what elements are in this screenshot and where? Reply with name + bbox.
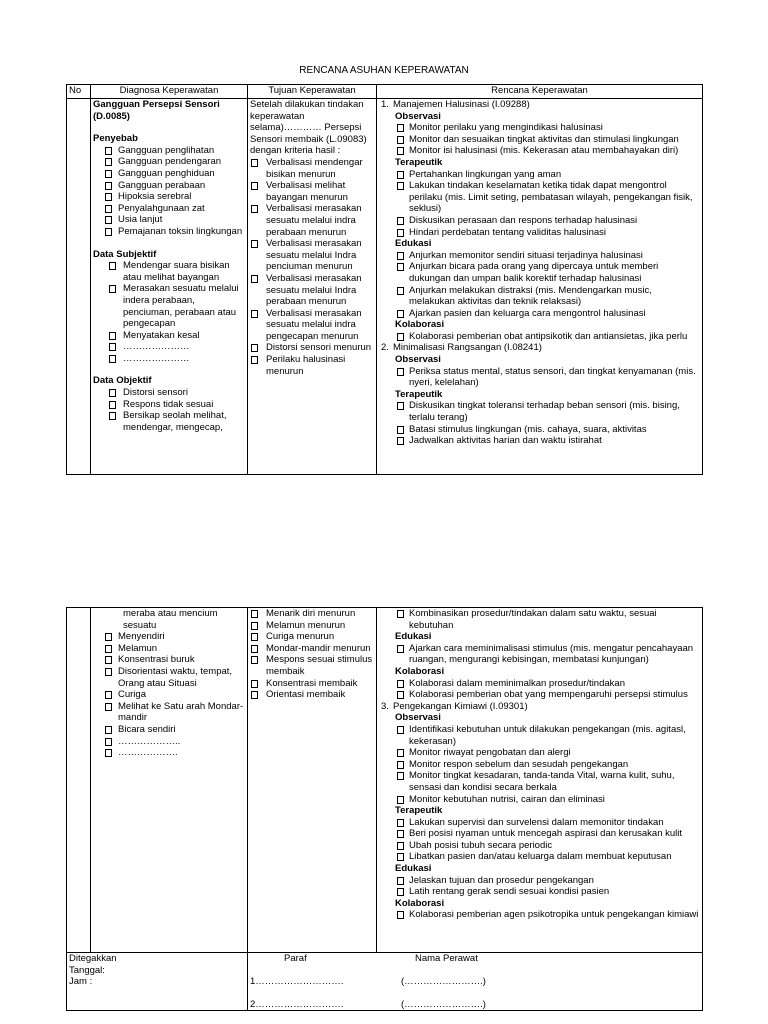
- penyebab-list: [93, 145, 245, 238]
- checkbox-icon: [397, 645, 404, 653]
- list-item: …………………: [93, 353, 245, 365]
- edukasi-label: Edukasi: [395, 631, 432, 643]
- checkbox-icon: [105, 216, 112, 224]
- checkbox-icon: [109, 401, 116, 409]
- checkbox-icon: [251, 645, 258, 653]
- list-item: Diskusikan perasaan dan respons terhadap halusinasi: [379, 215, 700, 227]
- nama-perawat-label: Nama Perawat: [415, 953, 478, 964]
- list-item: Bersikap seolah melihat, mendengar, mengecap,: [93, 410, 245, 433]
- checkbox-icon: [397, 877, 404, 885]
- list-item: Usia lanjut: [93, 214, 245, 226]
- list-item: Monitor respon sebelum dan sesudah pengekangan: [379, 759, 700, 771]
- checkbox-icon: [105, 633, 112, 641]
- edukasi-list: [379, 875, 700, 898]
- list-item: Libatkan pasien dan/atau keluarga dalam membuat keputusan: [379, 851, 700, 863]
- ditegakkan-label: Ditegakkan: [69, 953, 117, 964]
- checkbox-icon: [397, 772, 404, 780]
- rencana-cell: [377, 99, 703, 475]
- list-item: Diskusikan tingkat toleransi terhadap beban sensori (mis. bising, terlalu terang): [379, 400, 700, 423]
- list-item: Ajarkan cara meminimalisasi stimulus (mis. mengatur pencahayaan ruangan, mengurangi kebisingan, membatasi kunjungan): [379, 643, 700, 666]
- table-row: [67, 99, 703, 475]
- penyebab-label: Penyebab: [93, 133, 138, 145]
- list-item: Pemajanan toksin lingkungan: [93, 226, 245, 238]
- observasi-label: Observasi: [395, 110, 441, 122]
- checkbox-icon: [397, 888, 404, 896]
- observasi-list: [379, 122, 700, 157]
- table-row: [67, 608, 703, 953]
- kolaborasi-label: Kolaborasi: [395, 897, 445, 909]
- list-item: Konsentrasi buruk: [93, 654, 245, 666]
- diagnosis-title: Gangguan Persepsi Sensori (D.0085): [93, 99, 220, 122]
- kriteria-list: [250, 157, 374, 377]
- checkbox-icon: [105, 193, 112, 201]
- list-item: Mondar-mandir menurun: [250, 643, 374, 655]
- checkbox-icon: [397, 217, 404, 225]
- edukasi-label: Edukasi: [395, 863, 432, 875]
- checkbox-icon: [397, 426, 404, 434]
- checkbox-icon: [109, 285, 116, 293]
- checkbox-icon: [397, 333, 404, 341]
- list-item: Konsentrasi membaik: [250, 678, 374, 690]
- list-item: Gangguan penghiduan: [93, 168, 245, 180]
- diagnosa-cell: [91, 99, 248, 475]
- observasi-list: [379, 724, 700, 805]
- checkbox-icon: [251, 344, 258, 352]
- list-item: ……………….: [93, 747, 245, 759]
- tanggal-label: Tanggal:: [69, 964, 105, 976]
- signature-line-1: 1……………………….: [250, 976, 344, 987]
- kolaborasi-list: [379, 331, 700, 343]
- list-item: Lakukan tindakan keselamatan ketika tidak dapat mengontrol perilaku (mis. Limit seting, pembatasan wilayah, pengekangan fisik, seklusi): [379, 180, 700, 215]
- checkbox-icon: [105, 656, 112, 664]
- checkbox-icon: [105, 703, 112, 711]
- checkbox-icon: [251, 310, 258, 318]
- objektif-list-continued: [93, 631, 245, 759]
- intervention-heading: 1. Manajemen Halusinasi (I.09288): [381, 99, 530, 110]
- checkbox-icon: [251, 622, 258, 630]
- checkbox-icon: [397, 171, 404, 179]
- list-item: Kolaborasi pemberian obat yang mempengaruhi persepsi stimulus: [379, 689, 700, 701]
- checkbox-icon: [397, 749, 404, 757]
- list-item: Melamun menurun: [250, 620, 374, 632]
- checkbox-icon: [105, 182, 112, 190]
- terapeutik-list-continued: [379, 608, 700, 631]
- checkbox-icon: [397, 853, 404, 861]
- edukasi-list: [379, 250, 700, 320]
- checkbox-icon: [397, 136, 404, 144]
- list-item: Gangguan penglihatan: [93, 145, 245, 157]
- checkbox-icon: [251, 691, 258, 699]
- kolaborasi-list: [379, 909, 700, 921]
- checkbox-icon: [397, 229, 404, 237]
- checkbox-icon: [397, 610, 404, 618]
- list-item: Hindari perdebatan tentang validitas halusinasi: [379, 227, 700, 239]
- list-item: Menarik diri menurun: [250, 608, 374, 620]
- list-item: Mendengar suara bisikan atau melihat bayangan: [93, 260, 245, 283]
- checkbox-icon: [397, 437, 404, 445]
- checkbox-icon: [109, 332, 116, 340]
- list-item: Jelaskan tujuan dan prosedur pengekangan: [379, 875, 700, 887]
- checkbox-icon: [105, 158, 112, 166]
- list-item: Anjurkan bicara pada orang yang dipercaya untuk memberi dukungan dan umpan balik korektif terhadap halusinasi: [379, 261, 700, 284]
- observasi-label: Observasi: [395, 712, 441, 724]
- list-item: Beri posisi nyaman untuk mencegah aspirasi dan kerusakan kulit: [379, 828, 700, 840]
- observasi-list: [379, 366, 700, 389]
- list-item: Bicara sendiri: [93, 724, 245, 736]
- checkbox-icon: [109, 389, 116, 397]
- list-item: Disorientasi waktu, tempat, Orang atau Situasi: [93, 666, 245, 689]
- header-diagnosa: Diagnosa Keperawatan: [91, 85, 248, 99]
- no-cell: [67, 99, 91, 475]
- signature-line-2: 2……………………….: [250, 999, 344, 1010]
- list-item: Curiga: [93, 689, 245, 701]
- checkbox-icon: [397, 680, 404, 688]
- list-item: Mespons sesuai stimulus membaik: [250, 654, 374, 677]
- checkbox-icon: [397, 911, 404, 919]
- list-item: Lakukan supervisi dan survelensi dalam memonitor tindakan: [379, 817, 700, 829]
- list-item: Monitor perilaku yang mengindikasi halusinasi: [379, 122, 700, 134]
- checkbox-icon: [251, 240, 258, 248]
- list-item: Verbalisasi mendengar bisikan menurun: [250, 157, 374, 180]
- list-item: Anjurkan memonitor sendiri situasi terjadinya halusinasi: [379, 250, 700, 262]
- list-item: Latih rentang gerak sendi sesuai kondisi pasien: [379, 886, 700, 898]
- edukasi-list: [379, 643, 700, 666]
- name-line-2: (…………………….): [401, 999, 486, 1010]
- rencana-cell: [377, 608, 703, 953]
- checkbox-icon: [251, 182, 258, 190]
- document-title: RENCANA ASUHAN KEPERAWATAN: [299, 65, 469, 76]
- list-item: Orientasi membaik: [250, 689, 374, 701]
- diagnosa-cell: [91, 608, 248, 953]
- list-item: Verbalisasi merasakan sesuatu melalui indra pengecapan menurun: [250, 308, 374, 343]
- checkbox-icon: [251, 356, 258, 364]
- kolaborasi-label: Kolaborasi: [395, 319, 445, 331]
- objektif-list: [93, 387, 245, 433]
- terapeutik-label: Terapeutik: [395, 805, 443, 817]
- signature-cell: [248, 953, 703, 1011]
- no-cell: [67, 608, 91, 953]
- checkbox-icon: [397, 252, 404, 260]
- list-item: Merasakan sesuatu melalui indera perabaan, penciuman, perabaan atau pengecapan: [93, 283, 245, 329]
- checkbox-icon: [251, 633, 258, 641]
- list-item: …………………: [93, 341, 245, 353]
- list-item: Ubah posisi tubuh secara periodic: [379, 840, 700, 852]
- checkbox-icon: [397, 287, 404, 295]
- checkbox-icon: [397, 182, 404, 190]
- list-item: Distorsi sensori menurun: [250, 342, 374, 354]
- checkbox-icon: [397, 124, 404, 132]
- checkbox-icon: [105, 147, 112, 155]
- list-item: Kombinasikan prosedur/tindakan dalam satu waktu, sesuai kebutuhan: [379, 608, 700, 631]
- checkbox-icon: [251, 275, 258, 283]
- checkbox-icon: [397, 310, 404, 318]
- list-item: Respons tidak sesuai: [93, 399, 245, 411]
- list-item: Ajarkan pasien dan keluarga cara mengontrol halusinasi: [379, 308, 700, 320]
- list-item: Gangguan perabaan: [93, 180, 245, 192]
- header-no: No: [67, 85, 91, 99]
- kolaborasi-list: [379, 678, 700, 701]
- list-item: Batasi stimulus lingkungan (mis. cahaya, suara, aktivitas: [379, 424, 700, 436]
- checkbox-icon: [105, 691, 112, 699]
- checkbox-icon: [251, 610, 258, 618]
- list-item: Menyatakan kesal: [93, 330, 245, 342]
- checkbox-icon: [105, 668, 112, 676]
- checkbox-icon: [397, 819, 404, 827]
- jam-label: Jam :: [69, 976, 93, 988]
- list-item: Melamun: [93, 643, 245, 655]
- checkbox-icon: [109, 355, 116, 363]
- checkbox-icon: [397, 368, 404, 376]
- tujuan-intro: Setelah dilakukan tindakan keperawatan selama)………… Persepsi Sensori membaik (L.09083) dengan kriteria hasil :: [250, 99, 367, 157]
- checkbox-icon: [251, 159, 258, 167]
- checkbox-icon: [105, 738, 112, 746]
- checkbox-icon: [105, 228, 112, 236]
- terapeutik-label: Terapeutik: [395, 156, 443, 168]
- list-item: Menyendiri: [93, 631, 245, 643]
- list-item: Curiga menurun: [250, 631, 374, 643]
- checkbox-icon: [397, 691, 404, 699]
- checkbox-icon: [105, 205, 112, 213]
- checkbox-icon: [105, 726, 112, 734]
- list-item: Anjurkan melakukan distraksi (mis. Mendengarkan music, melakukan aktivitas dan teknik relaksasi): [379, 285, 700, 308]
- list-item: Kolaborasi pemberian agen psikotropika untuk pengekangan kimiawi: [379, 909, 700, 921]
- tujuan-cell: [248, 608, 377, 953]
- observasi-label: Observasi: [395, 354, 441, 366]
- list-item: Gangguan pendengaran: [93, 156, 245, 168]
- header-rencana: Rencana Keperawatan: [377, 85, 703, 99]
- list-item: Pertahankan lingkungan yang aman: [379, 169, 700, 181]
- list-item: Identifikasi kebutuhan untuk dilakukan pengekangan (mis. agitasl, kekerasan): [379, 724, 700, 747]
- list-item: Verbalisasi merasakan sesuatu melalui Indra penciuman menurun: [250, 238, 374, 273]
- intervention-heading: 2. Minimalisasi Rangsangan (I.08241): [381, 342, 542, 354]
- list-item: Monitor isi halusinasi (mis. Kekerasan atau membahayakan diri): [379, 145, 700, 157]
- list-item: Melihat ke Satu arah Mondar-mandir: [93, 701, 245, 724]
- checkbox-icon: [105, 749, 112, 757]
- ditegakkan-cell: [67, 953, 248, 1011]
- kolaborasi-label: Kolaborasi: [395, 665, 445, 677]
- subjektif-list: [93, 260, 245, 364]
- checkbox-icon: [251, 656, 258, 664]
- list-item: Kolaborasi dalam meminimalkan prosedur/tindakan: [379, 678, 700, 690]
- kriteria-list-continued: [250, 608, 374, 701]
- checkbox-icon: [397, 402, 404, 410]
- signature-row: [67, 953, 703, 1011]
- checkbox-icon: [105, 645, 112, 653]
- terapeutik-list: [379, 169, 700, 239]
- list-item: Jadwalkan aktivitas harian dan waktu istirahat: [379, 435, 700, 447]
- checkbox-icon: [397, 147, 404, 155]
- list-item: Hipoksia serebral: [93, 191, 245, 203]
- continued-text: meraba atau mencium sesuatu: [123, 608, 218, 631]
- header-tujuan: Tujuan Keperawatan: [248, 85, 377, 99]
- terapeutik-label: Terapeutik: [395, 388, 443, 400]
- list-item: Kolaborasi pemberian obat antipsikotik dan antiansietas, jika perlu: [379, 331, 700, 343]
- care-plan-table-page1: [66, 84, 703, 475]
- table-header-row: [67, 85, 703, 99]
- checkbox-icon: [109, 412, 116, 420]
- subjektif-label: Data Subjektif: [93, 248, 157, 260]
- checkbox-icon: [397, 761, 404, 769]
- list-item: Monitor riwayat pengobatan dan alergi: [379, 747, 700, 759]
- list-item: Perilaku halusinasi menurun: [250, 354, 374, 377]
- list-item: Verbalisasi merasakan sesuatu melalui Indra perabaan menurun: [250, 273, 374, 308]
- terapeutik-list: [379, 400, 700, 446]
- checkbox-icon: [397, 726, 404, 734]
- terapeutik-list: [379, 817, 700, 863]
- objektif-label: Data Objektif: [93, 375, 152, 387]
- list-item: ………………..: [93, 736, 245, 748]
- checkbox-icon: [109, 343, 116, 351]
- checkbox-icon: [397, 263, 404, 271]
- checkbox-icon: [109, 262, 116, 270]
- checkbox-icon: [397, 830, 404, 838]
- care-plan-table-page2: [66, 607, 703, 1011]
- checkbox-icon: [397, 842, 404, 850]
- list-item: Periksa status mental, status sensori, dan tingkat kenyamanan (mis. nyeri, kelelahan): [379, 366, 700, 389]
- checkbox-icon: [251, 205, 258, 213]
- paraf-label: Paraf: [284, 953, 307, 964]
- edukasi-label: Edukasi: [395, 238, 432, 250]
- intervention-heading: 3. Pengekangan Kimiawi (I.09301): [381, 700, 528, 712]
- list-item: Penyalahgunaan zat: [93, 203, 245, 215]
- checkbox-icon: [251, 680, 258, 688]
- list-item: Distorsi sensori: [93, 387, 245, 399]
- list-item: Monitor kebutuhan nutrisi, cairan dan eliminasi: [379, 794, 700, 806]
- list-item: Monitor dan sesuaikan tingkat aktivitas dan stimulasi lingkungan: [379, 134, 700, 146]
- checkbox-icon: [397, 796, 404, 804]
- tujuan-cell: [248, 99, 377, 475]
- list-item: Verbalisasi merasakan sesuatu melalui indra perabaan menurun: [250, 203, 374, 238]
- checkbox-icon: [105, 170, 112, 178]
- name-line-1: (…………………….): [401, 976, 486, 987]
- list-item: Monitor tingkat kesadaran, tanda-tanda Vital, warna kulit, suhu, sensasi dan kondisi secara berkala: [379, 770, 700, 793]
- list-item: Verbalisasi melihat bayangan menurun: [250, 180, 374, 203]
